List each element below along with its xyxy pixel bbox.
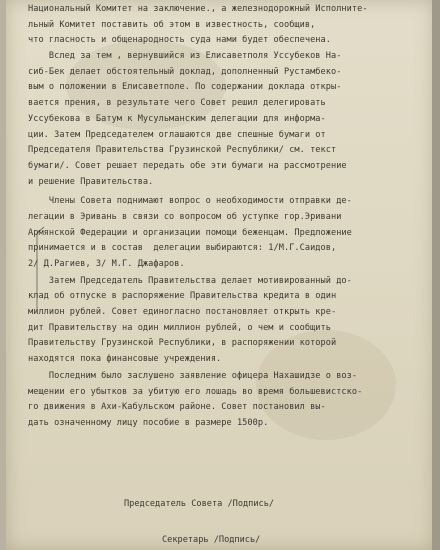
document-page [6, 0, 434, 550]
text-line: находятся пока финансовые учреждения. [28, 354, 222, 365]
text-line: ции. Затем Председателем оглашаются две спешные бумаги от [28, 129, 326, 140]
text-line: Председателя Правительства Грузинской Республики/ см. текст [28, 145, 337, 156]
text-line: дит Правительству на один миллион рублей, о чем и сообщить [28, 322, 331, 333]
text-line: Национальный Комитет на заключение., а железнодорожный Исполните- [28, 4, 368, 14]
text-line: Затем Председатель Правительства делает мотивированный до- [28, 275, 352, 286]
text-line: клад об отпуске в распоряжение Правительства кредита в один [28, 291, 337, 302]
text-line: Уссубекова в Батум к Мусульманским делегации для информа- [28, 113, 326, 124]
text-line: Армянской Федерации и организации помощи беженцам. Предложение [28, 227, 352, 238]
secretary-signature: Секретарь /Подпись/ [162, 535, 261, 545]
text-line: Последним было заслушено заявление офицера Нахашидзе о воз- [28, 370, 358, 381]
text-line: Правительству Грузинской Республики, в распоряжении которой [28, 338, 337, 349]
text-line: дать означенному лицу пособие в размере 1500р. [28, 417, 269, 428]
text-line: бумаги/. Совет решает передать обе эти бумаги на рассмотрение [28, 160, 347, 171]
text-line: 2/ Д.Рагиев, 3/ М.Г. Джафаров. [28, 259, 185, 269]
chairman-signature: Председатель Совета /Подпись/ [124, 499, 275, 509]
text-line: вается прения, в результате чего Совет решил делегировать [28, 98, 326, 109]
text-line: го движения в Ахи-Кабульском районе. Совет постановил вы- [28, 402, 326, 413]
text-line: Члены Совета поднимают вопрос о необходимости отправки де- [28, 196, 352, 207]
text-line: льный Комитет поставить об этом в известность, сообщив, [28, 19, 316, 30]
text-line: вым о положении в Елисаветполе. По содержании доклада откры- [28, 82, 342, 93]
scan-edge [432, 0, 440, 550]
text-line: и решение Правительства. [28, 176, 154, 187]
document-body [28, 2, 424, 432]
text-line: что гласность и общенародность суда нами будет обеспечена. [28, 35, 331, 46]
text-line: Вслед за тем , вернувшийся из Елисаветполя Уссубеков На- [28, 51, 342, 62]
text-line: миллион рублей. Совет единогласно постановляет открыть кре- [28, 307, 337, 318]
text-line: мещении его убытков за убитую его лошадь во время большевистско- [28, 386, 363, 397]
text-line: принимается и в состав делегации выбираются: 1/М.Г.Саидов, [28, 243, 337, 254]
text-line: легации в Эривань в связи со вопросом об уступке гор.Эривани [28, 211, 342, 222]
text-line: сиб-Бек делает обстоятельный доклад, дополненный Рустамбеко- [28, 66, 342, 77]
